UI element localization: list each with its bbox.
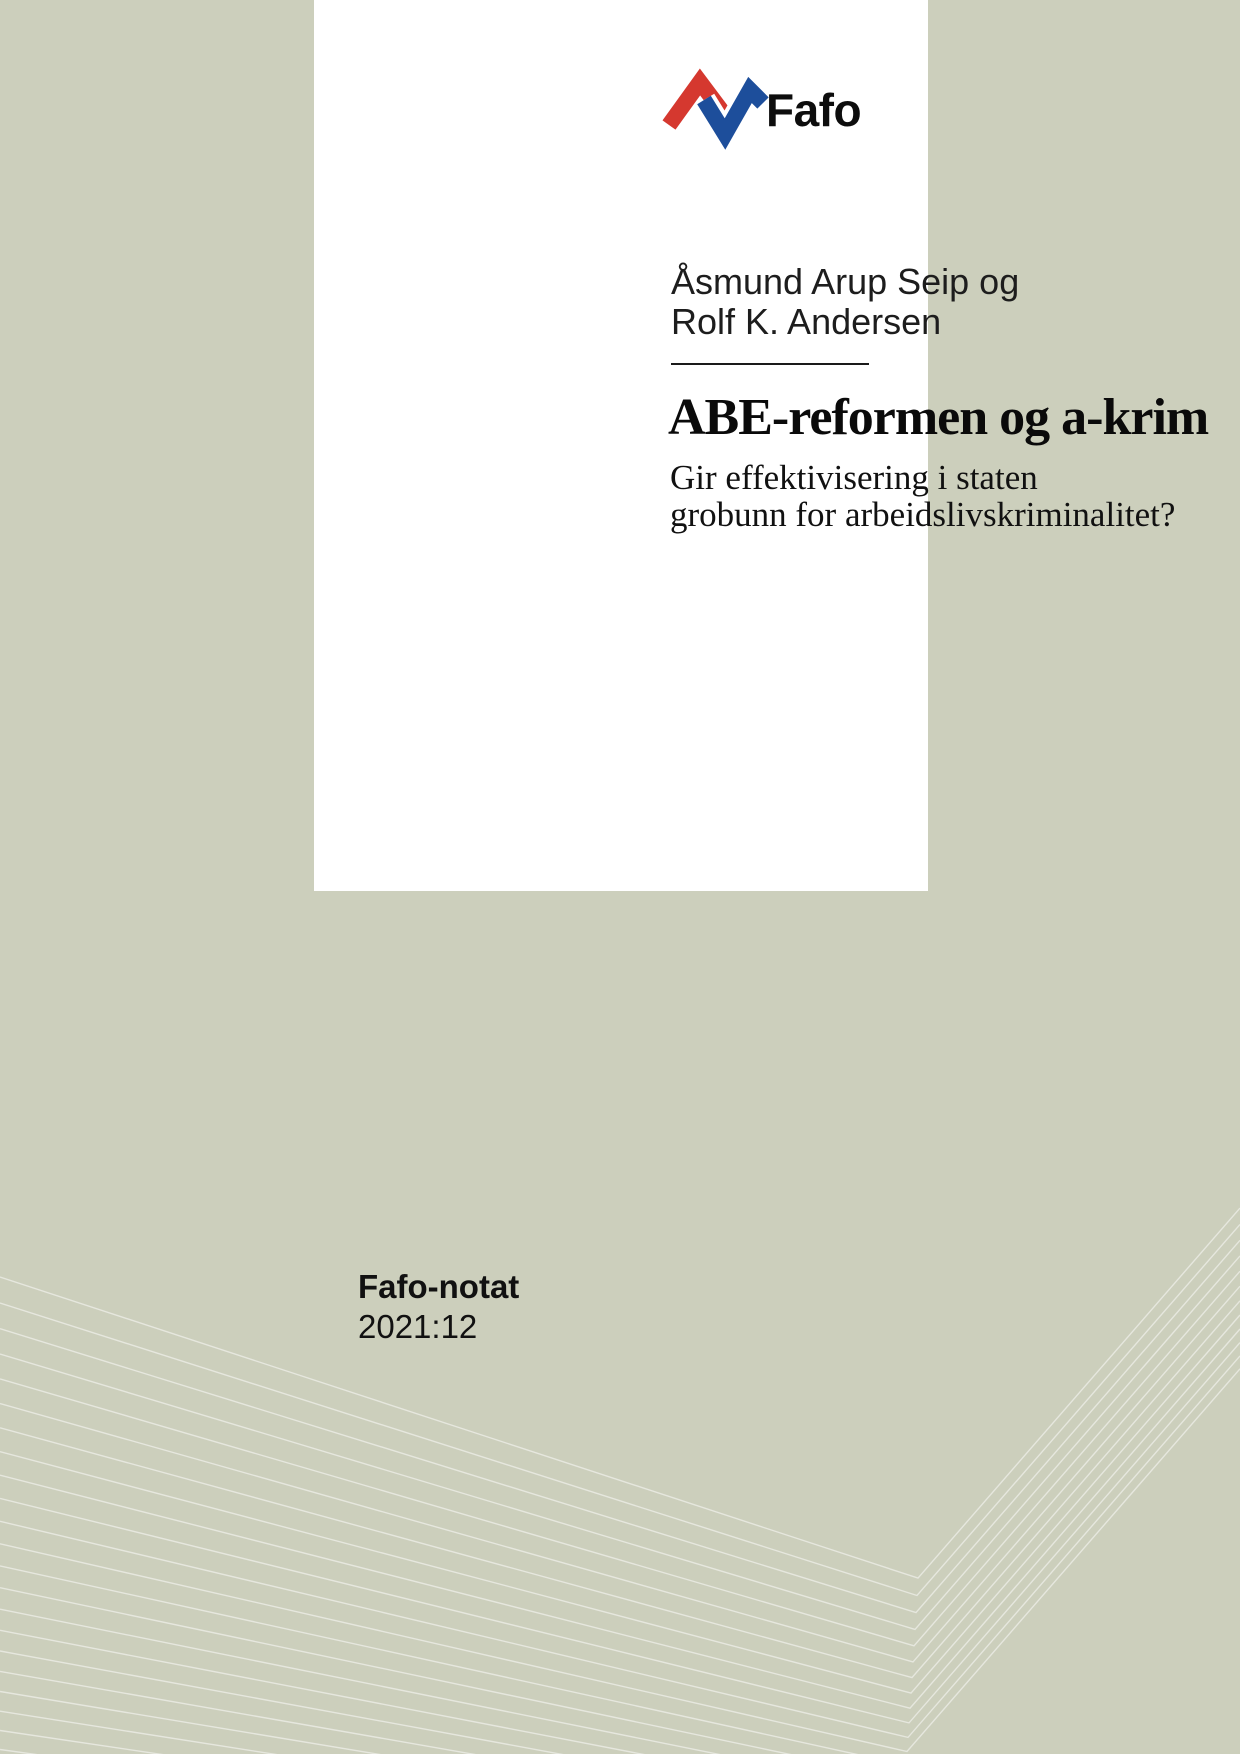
report-title: ABE-reformen og a-krim — [668, 389, 1209, 446]
author-line-1: Åsmund Arup Seip og — [671, 261, 1020, 302]
imprint-block — [358, 1267, 519, 1347]
brand-wordmark: Fafo — [766, 84, 862, 136]
subtitle-line-1: Gir effektivisering i staten — [670, 458, 1038, 497]
imprint-series: Fafo-notat — [358, 1268, 520, 1305]
subtitle-line-2: grobunn for arbeidslivskriminalitet? — [670, 495, 1176, 534]
imprint-issue: 2021:12 — [358, 1308, 478, 1345]
author-title-divider — [671, 363, 869, 365]
cover-panel — [314, 0, 1209, 891]
author-line-2: Rolf K. Andersen — [671, 301, 942, 342]
authors-block — [671, 262, 1019, 342]
fafo-logo-icon — [666, 76, 766, 144]
report-subtitle — [670, 459, 1175, 533]
